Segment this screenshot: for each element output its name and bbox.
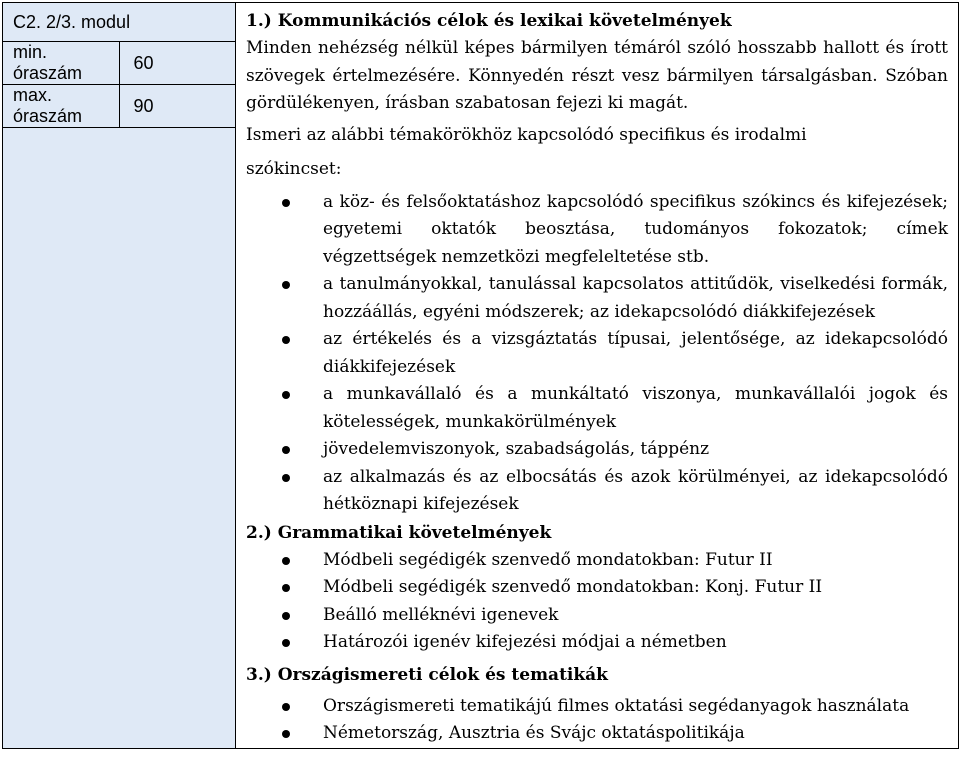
list-item: jövedelemviszonyok, szabadságolás, táppénz (246, 436, 948, 464)
bullet-icon (282, 703, 290, 711)
section3-heading: 3.) Országismereti célok és tematikák (246, 664, 608, 685)
section1-intro: Minden nehézség nélkül képes bármilyen témáról szóló hosszabb hallott és írott szövegek értelmezésére. Könnyedén részt vesz bármilyen társalgásban. Szóban gördülékenyen, írásban szabatosan fejezi ki magát. (246, 38, 948, 113)
list-item: Németország, Ausztria és Svájc oktatáspolitikája (246, 720, 948, 748)
list-item: a munkavállaló és a munkáltató viszonya, munkavállalói jogok és kötelességek, munkakörülmények (246, 381, 948, 436)
bullet-icon (282, 336, 290, 344)
bullet-icon (282, 730, 290, 738)
list-item: az értékelés és a vizsgáztatás típusai, jelentősége, az idekapcsolódó diákkifejezések (246, 326, 948, 381)
list-item: Módbeli segédigék szenvedő mondatokban: Futur II (246, 547, 948, 575)
bullet-icon (282, 584, 290, 592)
module-code: C2. 2/3. modul (3, 3, 235, 42)
min-hours-value: 60 (119, 42, 235, 85)
list-item: a köz- és felsőoktatáshoz kapcsolódó specifikus szókincs és kifejezések; egyetemi oktatók beosztása, tudományos fokozatok; címek végzettségek nemzetközi megfeleltetése stb. (246, 189, 948, 272)
section1-heading: 1.) Kommunikációs célok és lexikai követelmények (246, 11, 732, 31)
section1-lead: szókincset: (246, 159, 342, 179)
list-item: Beálló melléknévi igenevek (246, 602, 948, 630)
list-item: Országismereti tematikájú filmes oktatási segédanyagok használata (246, 693, 948, 721)
min-hours-label: min. óraszám (3, 42, 119, 85)
module-table (2, 2, 959, 749)
bullet-icon (282, 639, 290, 647)
list-item: az alkalmazás és az elbocsátás és azok körülményei, az idekapcsolódó hétköznapi kifejezések (246, 464, 948, 519)
max-hours-label: max. óraszám (3, 85, 119, 128)
section3-list (246, 693, 948, 748)
section2-list (246, 547, 948, 657)
list-item: Határozói igenév kifejezési módjai a németben (246, 629, 948, 657)
bullet-icon (282, 199, 290, 207)
bullet-icon (282, 281, 290, 289)
section1-list (246, 189, 948, 519)
list-item: Módbeli segédigék szenvedő mondatokban: Konj. Futur II (246, 574, 948, 602)
max-hours-value: 90 (119, 85, 235, 128)
bullet-icon (282, 446, 290, 454)
bullet-icon (282, 557, 290, 565)
document-page (2, 2, 957, 779)
bullet-icon (282, 474, 290, 482)
module-sidebar (3, 3, 236, 749)
module-meta-table (3, 3, 235, 128)
bullet-icon (282, 391, 290, 399)
bullet-icon (282, 612, 290, 620)
module-content-cell (236, 3, 959, 749)
module-content (236, 3, 958, 748)
list-item: a tanulmányokkal, tanulással kapcsolatos attitűdök, viselkedési formák, hozzáállás, egyéni módszerek; az idekapcsolódó diákkifejezések (246, 271, 948, 326)
section1-intro2: Ismeri az alábbi témakörökhöz kapcsolódó specifikus és irodalmi (246, 124, 807, 145)
section2-heading: 2.) Grammatikai követelmények (246, 522, 552, 543)
